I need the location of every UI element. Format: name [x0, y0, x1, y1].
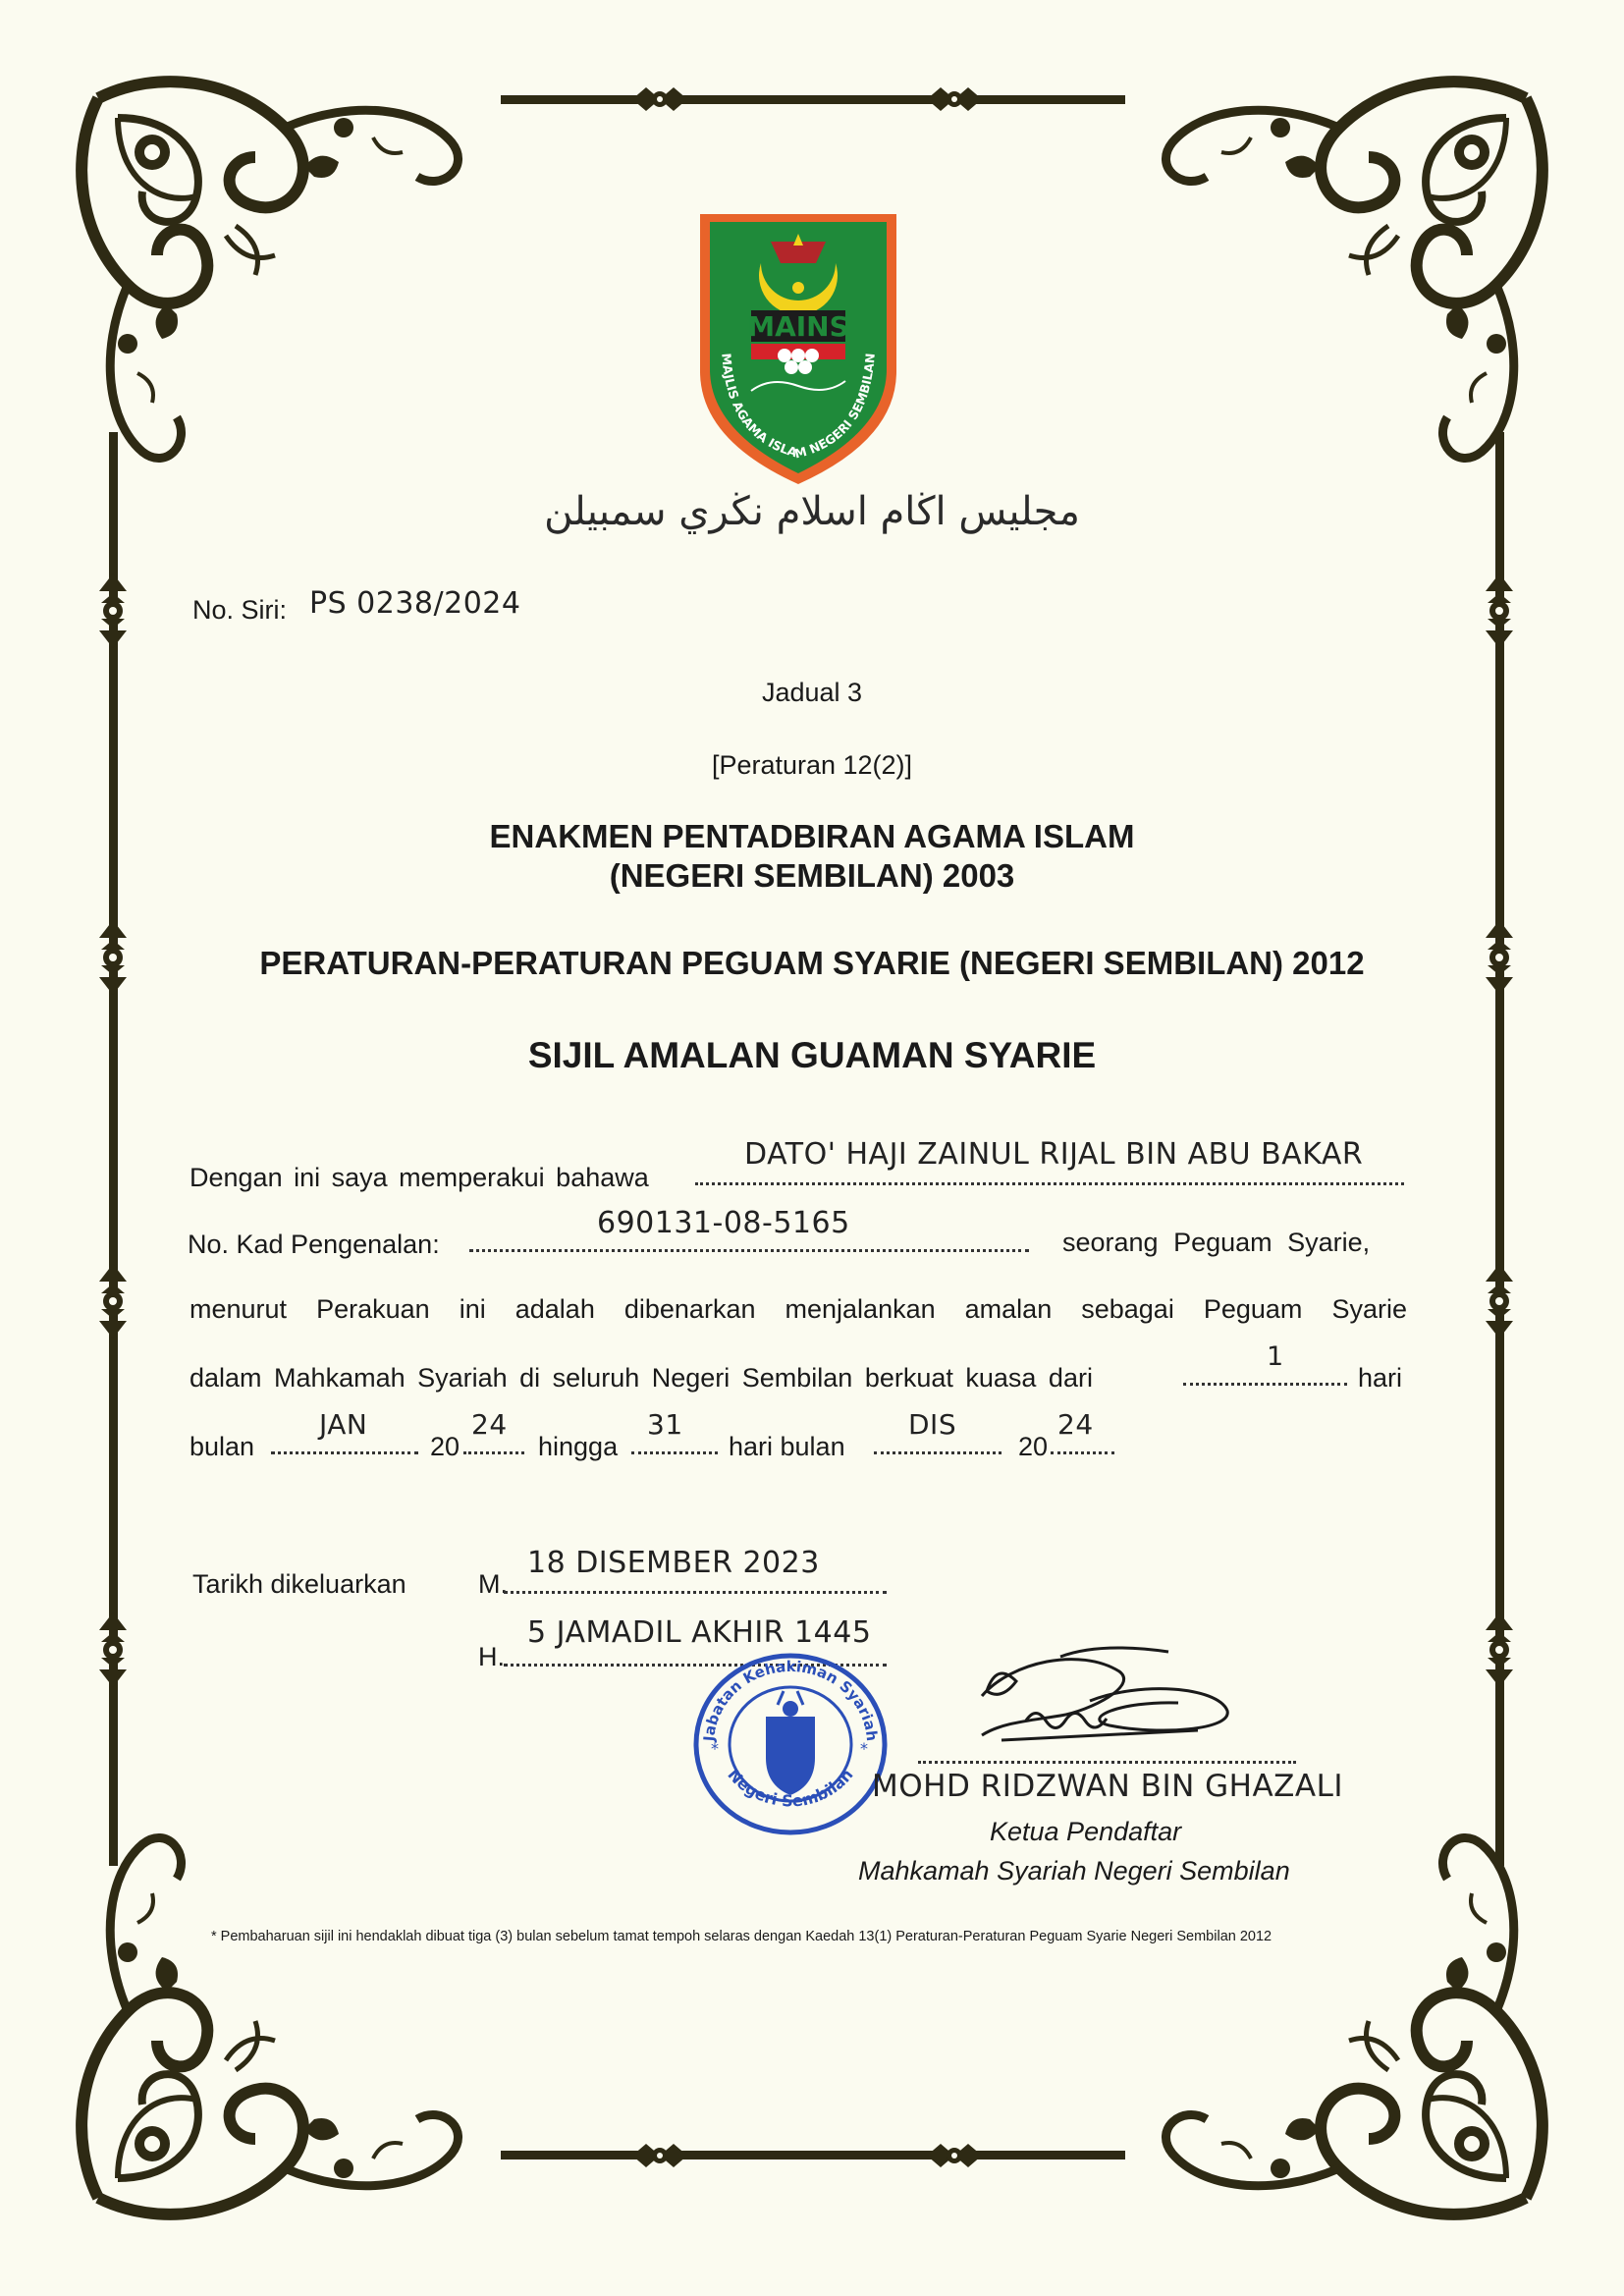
start-month: JAN [319, 1408, 368, 1441]
stamp-ring-top: Jabatan Kehakiman Syariah [700, 1657, 882, 1742]
enactment-title-line2: (NEGERI SEMBILAN) 2003 [609, 857, 1015, 894]
word-bulan-1: bulan [189, 1432, 255, 1461]
gregorian-date: 18 DISEMBER 2023 [527, 1546, 820, 1580]
schedule-title: Jadual 3 [761, 678, 863, 707]
word-hari-bulan: hari bulan [729, 1432, 845, 1461]
crest-ring-text: MAJLIS AGAMA ISLAM NEGERI SEMBILAN [719, 353, 878, 462]
ic-suffix: seorang Peguam Syarie, [1062, 1228, 1371, 1257]
end-day: 31 [647, 1408, 683, 1441]
issue-date-label: Tarikh dikeluarkan [192, 1569, 406, 1599]
certificate-title: SIJIL AMALAN GUAMAN SYARIE [527, 1035, 1097, 1075]
mains-crest-logo [682, 194, 914, 489]
svg-text:*: * [860, 1739, 868, 1758]
regulations-title: PERATURAN-PERATURAN PEGUAM SYARIE (NEGERI SEMBILAN) 2012 [259, 945, 1365, 981]
official-stamp [689, 1648, 892, 1840]
start-day: 1 [1267, 1341, 1284, 1372]
signatory-office: Mahkamah Syariah Negeri Sembilan [858, 1856, 1290, 1886]
gregorian-prefix: M. [478, 1569, 508, 1599]
hijri-prefix: H. [478, 1642, 505, 1671]
serial-label: No. Siri: [192, 595, 288, 625]
enactment-title-line1: ENAKMEN PENTADBIRAN AGAMA ISLAM [489, 818, 1135, 854]
word-hari-1: hari [1358, 1363, 1403, 1393]
renewal-footnote: * Pembaharuan sijil ini hendaklah dibuat tiga (3) bulan sebelum tamat tempoh selaras dengan Kaedah 13(1) Peraturan-Peraturan Peguam Syarie Negeri Sembilan 2012 [211, 1929, 1272, 1944]
ic-number: 690131-08-5165 [597, 1206, 850, 1240]
hijri-date: 5 JAMADIL AKHIR 1445 [527, 1615, 872, 1650]
end-year-prefix: 20 [1018, 1432, 1049, 1461]
end-month: DIS [908, 1408, 957, 1441]
holder-name: DATO' HAJI ZAINUL RIJAL BIN ABU BAKAR [744, 1137, 1364, 1172]
permission-text: menurut Perakuan ini adalah dibenarkan menjalankan amalan sebagai Peguam Syarie [189, 1294, 1407, 1324]
signature-image [943, 1642, 1237, 1760]
stamp-ring-bottom: Negeri Sembilan [724, 1765, 857, 1811]
start-year: 24 [471, 1408, 508, 1441]
validity-text: dalam Mahkamah Syariah di seluruh Negeri Sembilan berkuat kuasa dari [189, 1363, 1093, 1393]
ic-label: No. Kad Pengenalan: [188, 1230, 440, 1259]
certify-text: Dengan ini saya memperakui bahawa [189, 1163, 649, 1192]
signatory-position: Ketua Pendaftar [990, 1817, 1182, 1846]
start-year-prefix: 20 [430, 1432, 460, 1461]
regulation-reference: [Peraturan 12(2)] [711, 750, 913, 780]
end-year: 24 [1057, 1408, 1094, 1441]
word-hingga: hingga [538, 1432, 619, 1461]
mains-wordmark: MAINS [747, 310, 849, 343]
arabic-council-name: مجليس اڬام اسلام نڬري سمبيلن [544, 489, 1080, 534]
serial-number: PS 0238/2024 [309, 586, 521, 621]
svg-text:*: * [711, 1739, 719, 1758]
signatory-name: MOHD RIDZWAN BIN GHAZALI [872, 1769, 1344, 1804]
